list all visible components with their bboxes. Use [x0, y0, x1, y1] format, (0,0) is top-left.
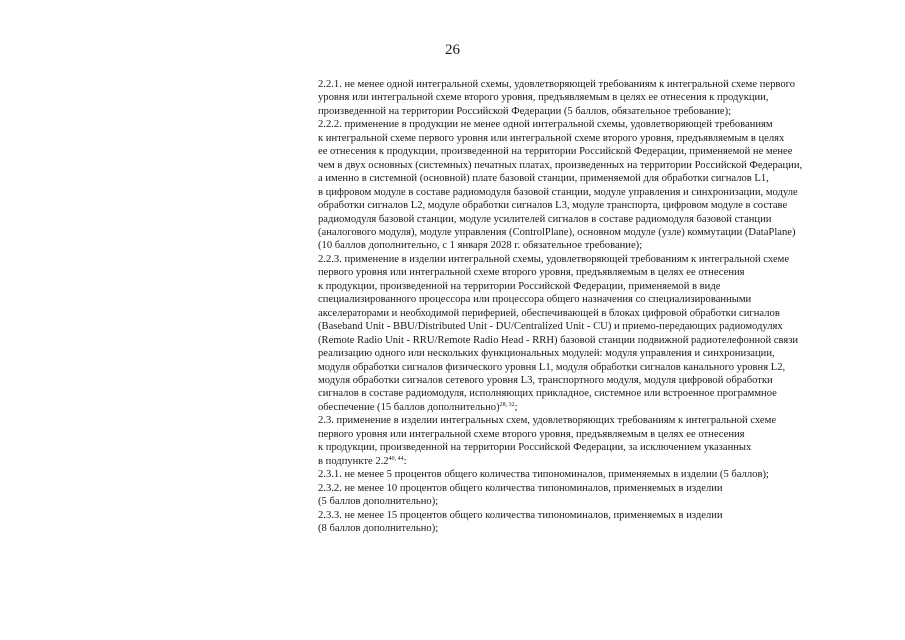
line-text: ее отнесения к продукции, произведенной на территории Российской Федерации, применяемой не менее — [318, 146, 793, 158]
line-text: (Baseband Unit - BBU/Distributed Unit - DU/Centralized Unit - CU) и приемо-передающих радиомодулях — [318, 321, 783, 333]
line-text: 2.2.3. применение в изделии интегральной схемы, удовлетворяющей требованиям к интегральной схеме — [318, 253, 790, 265]
line-text: (5 баллов дополнительно); — [318, 496, 439, 508]
text-line — [318, 455, 878, 468]
text-line — [318, 441, 878, 454]
text-line — [318, 334, 878, 347]
text-line — [318, 293, 878, 306]
text-line — [318, 468, 878, 481]
line-text: обеспечение (15 баллов дополнительно) — [318, 401, 500, 413]
text-line — [318, 213, 878, 226]
text-line — [318, 280, 878, 293]
text-line — [318, 320, 878, 333]
text-line — [318, 186, 878, 199]
text-line — [318, 428, 878, 441]
line-text: к интегральной схеме первого уровня или интегральной схеме второго уровня, предъявляемым в целях — [318, 132, 785, 144]
line-text: уровня или интегральной схеме второго уровня, предъявляемым в целях ее отнесения к продукции, — [318, 92, 769, 104]
text-line — [318, 78, 878, 91]
line-text: акселераторами и необходимой периферией, обеспечивающей в блоках цифровой обработки сигналов — [318, 307, 780, 319]
text-line — [318, 522, 878, 535]
text-line — [318, 401, 878, 414]
text-line — [318, 307, 878, 320]
line-punctuation: : — [403, 455, 407, 467]
line-text: реализацию одного или нескольких функциональных модулей: модуля управления и синхронизации, — [318, 348, 775, 360]
line-text: 2.3.2. не менее 10 процентов общего количества типономиналов, применяемых в изделии — [318, 482, 723, 494]
line-text: модуля обработки сигналов физического уровня L1, модуля обработки сигналов канального уровня L2, — [318, 361, 786, 373]
line-text: первого уровня или интегральной схеме второго уровня, предъявляемым в целях ее отнесения — [318, 267, 745, 279]
text-line — [318, 145, 878, 158]
line-text: чем в двух основных (системных) печатных платах, произведенных на территории Российской Федерации, — [318, 159, 803, 171]
line-text: (аналогового модуля), модуле управления (ControlPlane), основном модуле (узле) коммутации (DataPlane) — [318, 226, 796, 238]
text-line — [318, 495, 878, 508]
text-line — [318, 482, 878, 495]
text-line — [318, 159, 878, 172]
line-text: 2.2.2. применение в продукции не менее одной интегральной схемы, удовлетворяющей требованиям — [318, 119, 773, 131]
text-line — [318, 266, 878, 279]
text-line — [318, 347, 878, 360]
line-text: (Remote Radio Unit - RRU/Remote Radio Head - RRH) базовой станции подвижной радиотелефонной связи — [318, 334, 799, 346]
line-text: в подпункте 2.2 — [318, 455, 389, 467]
text-line — [318, 361, 878, 374]
line-text: 2.3. применение в изделии интегральных схем, удовлетворяющих требованиям к интегральной схеме — [318, 415, 777, 427]
line-text: 2.2.1. не менее одной интегральной схемы, удовлетворяющей требованиям к интегральной схеме первого — [318, 79, 796, 90]
line-text: к продукции, произведенной на территории Российской Федерации, применяемой в виде — [318, 280, 721, 292]
text-line — [318, 253, 878, 266]
line-text: произведенной на территории Российской Федерации (5 баллов, обязательное требование); — [318, 105, 732, 117]
line-text: радиомодуля базовой станции, модуле усилителей сигналов в составе радиомодуля базовой станции — [318, 213, 772, 225]
line-text: к продукции, произведенной на территории Российской Федерации, за исключением указанных — [318, 442, 752, 454]
text-line — [318, 199, 878, 212]
text-line — [318, 105, 878, 118]
footnote-reference: 40, 44 — [388, 455, 404, 462]
line-text: сигналов в составе радиомодуля, исполняющих прикладное, системное или встроенное программное — [318, 388, 777, 400]
text-line — [318, 118, 878, 131]
text-line — [318, 91, 878, 104]
text-line — [318, 414, 878, 427]
text-line — [318, 374, 878, 387]
text-line — [318, 239, 878, 252]
footnote-reference: 28, 32 — [499, 401, 515, 408]
line-punctuation: ; — [514, 401, 518, 413]
text-line — [318, 387, 878, 400]
line-text: а именно в системной (основной) плате базовой станции, применяемой для обработки сигналов L1, — [318, 173, 769, 185]
line-text: 2.3.3. не менее 15 процентов общего количества типономиналов, применяемых в изделии — [318, 509, 723, 521]
line-text: первого уровня или интегральной схеме второго уровня, предъявляемым в целях ее отнесения — [318, 428, 745, 440]
line-text: (10 баллов дополнительно, с 1 января 2028 г. обязательное требование); — [318, 240, 643, 252]
text-line — [318, 226, 878, 239]
text-line — [318, 509, 878, 522]
line-text: специализированного процессора или процессора общего назначения со специализированными — [318, 294, 752, 306]
page-number: 26 — [445, 42, 460, 58]
line-text: 2.3.1. не менее 5 процентов общего количества типономиналов, применяемых в изделии (5 баллов); — [318, 469, 769, 481]
text-line — [318, 132, 878, 145]
line-text: модуля обработки сигналов сетевого уровня L3, транспортного модуля, модуля цифровой обработки — [318, 374, 773, 386]
text-line — [318, 172, 878, 185]
line-text: (8 баллов дополнительно); — [318, 522, 439, 534]
line-text: обработки сигналов L2, модуле обработки сигналов L3, модуле транспорта, цифровом модуле в составе — [318, 200, 788, 212]
document-body — [318, 78, 878, 535]
line-text: в цифровом модуле в составе радиомодуля базовой станции, модуле управления и синхронизации, модуле — [318, 186, 798, 198]
